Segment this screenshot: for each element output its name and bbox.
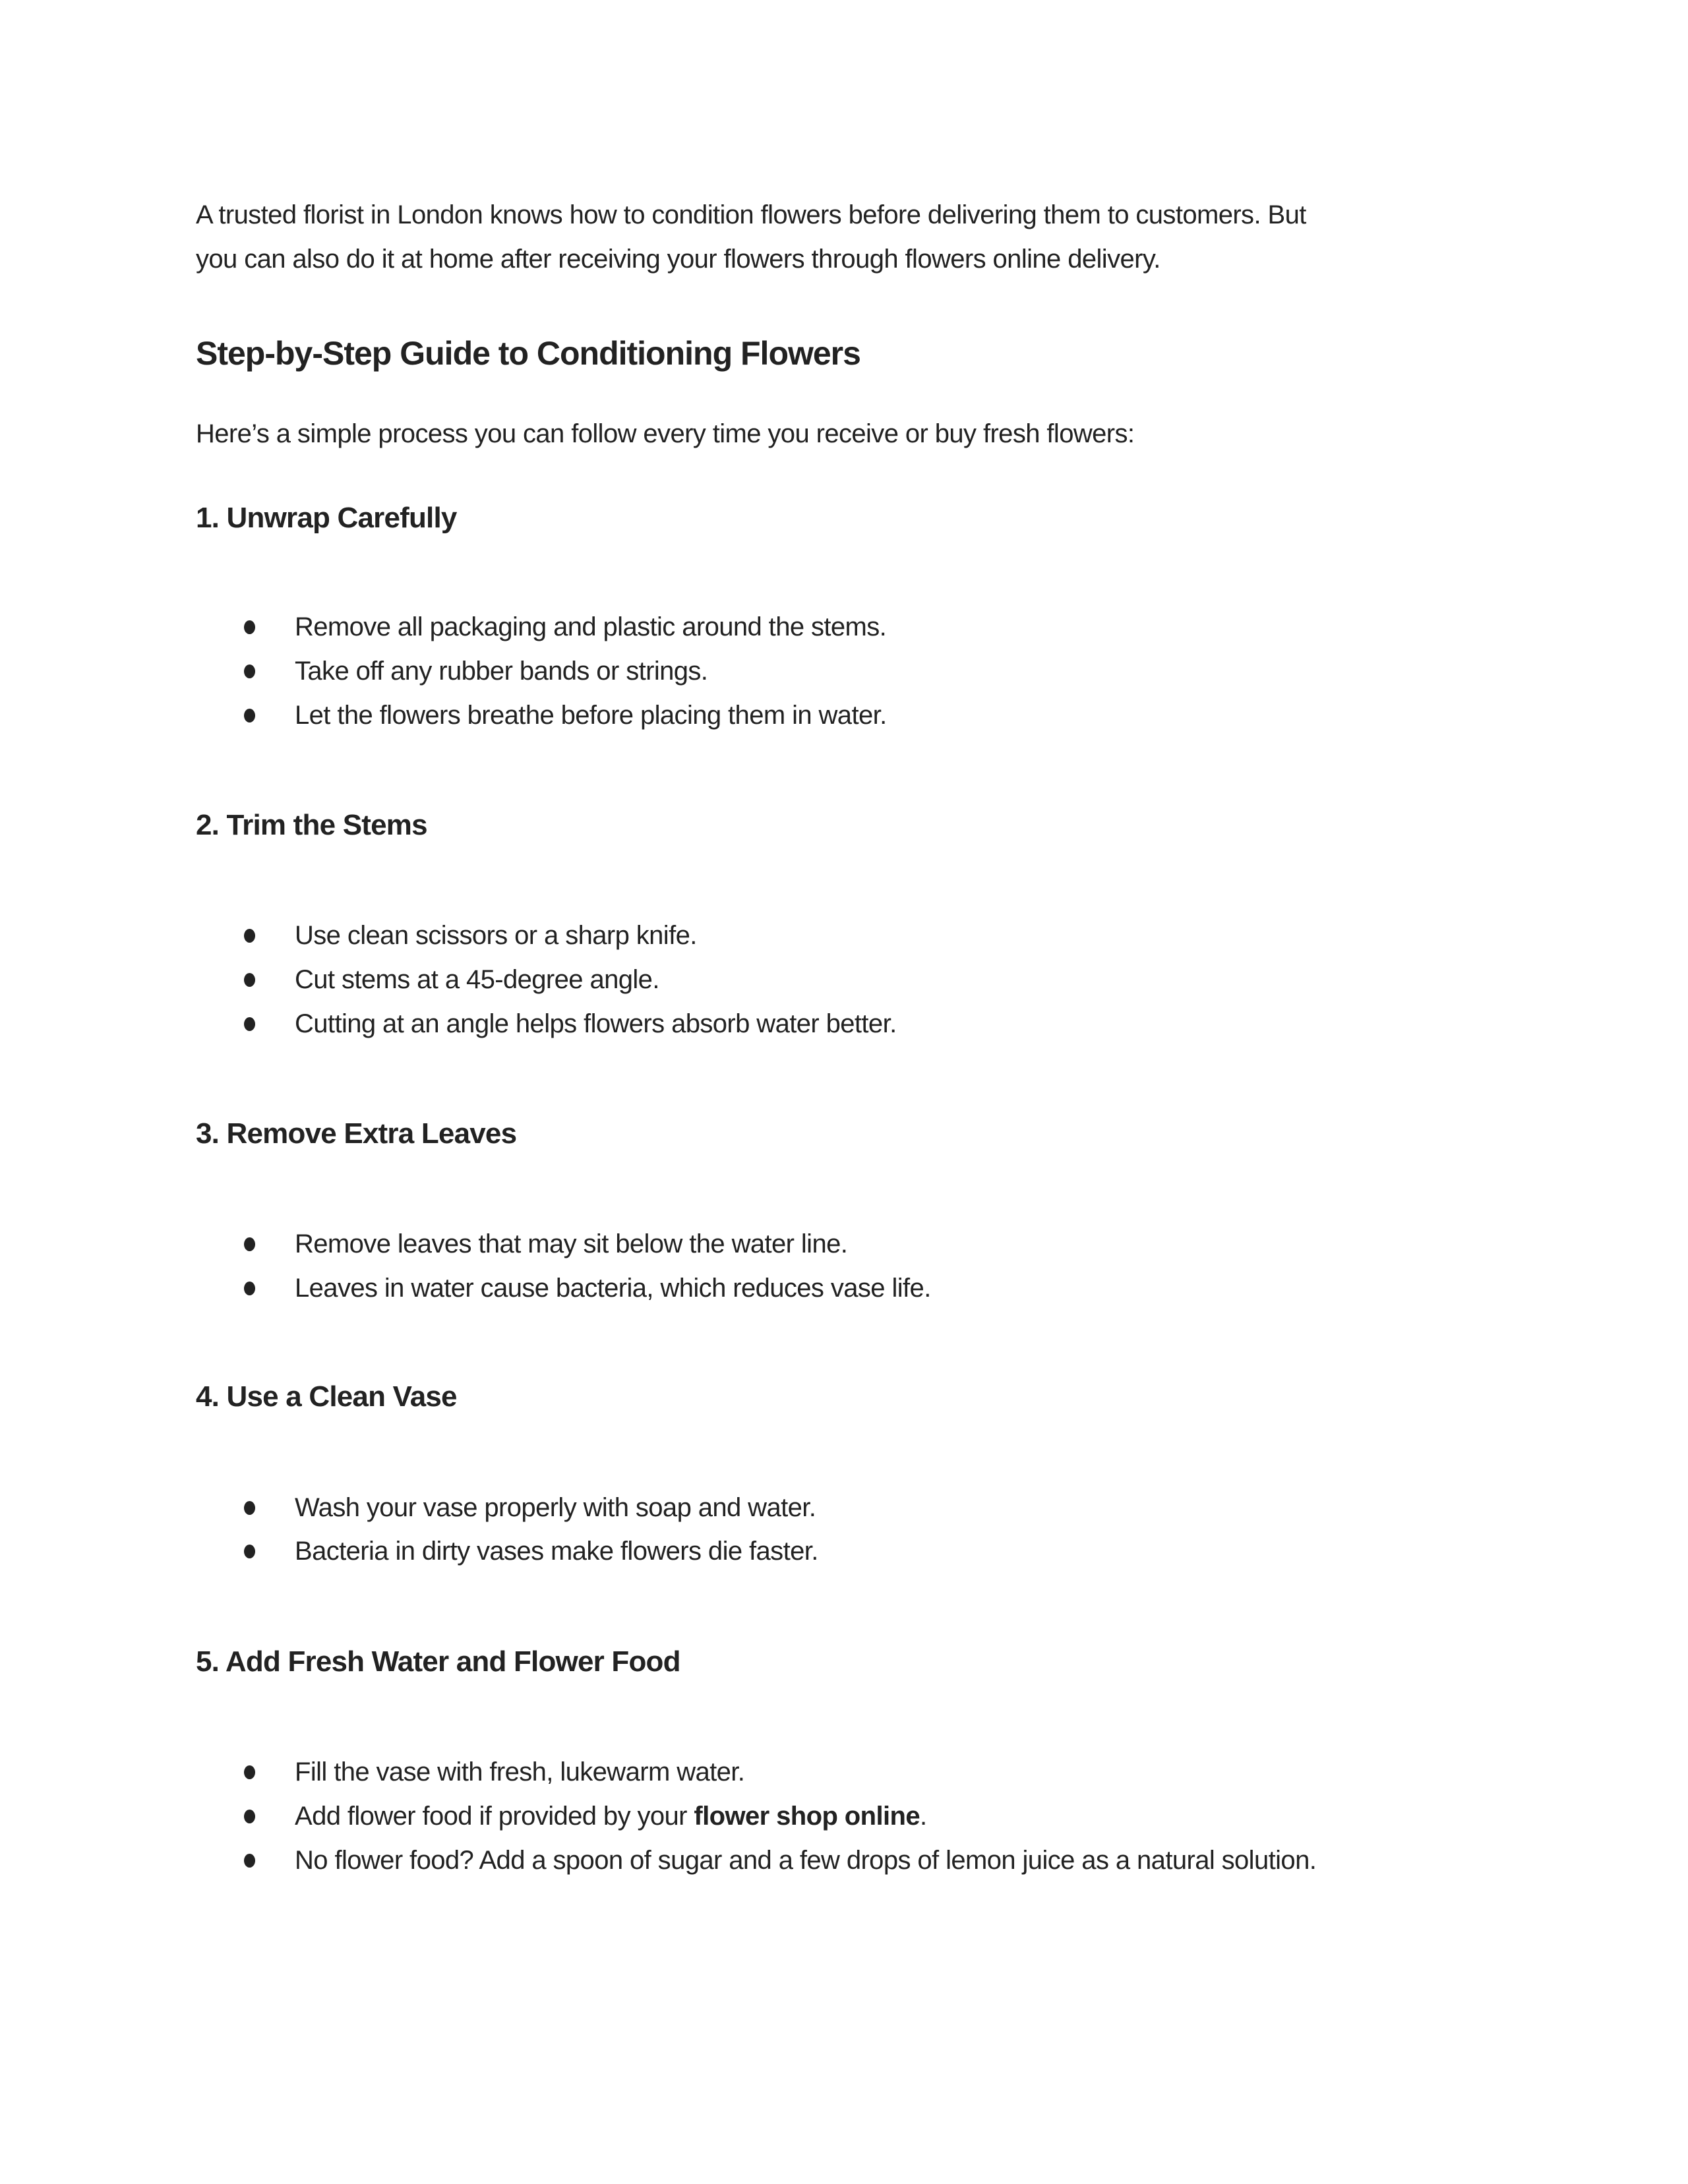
bullet-icon — [244, 1282, 255, 1295]
bullet-icon — [244, 1017, 255, 1031]
bullet-icon — [244, 620, 255, 634]
list-item: Let the flowers breathe before placing them in water. — [244, 694, 887, 738]
list-item: Leaves in water cause bacteria, which reduces vase life. — [244, 1266, 931, 1311]
list-item: Take off any rubber bands or strings. — [244, 649, 708, 694]
step-1-heading: 1. Unwrap Carefully — [196, 502, 457, 534]
bullet-icon — [244, 973, 255, 987]
list-item: Remove all packaging and plastic around the stems. — [244, 605, 886, 649]
step-5-heading: 5. Add Fresh Water and Flower Food — [196, 1645, 680, 1678]
flower-shop-online-link[interactable]: flower shop online — [694, 1802, 920, 1831]
bullet-icon — [244, 929, 255, 943]
bullet-icon — [244, 1810, 255, 1823]
step-4-heading: 4. Use a Clean Vase — [196, 1380, 457, 1413]
list-item: Cut stems at a 45-degree angle. — [244, 958, 659, 1002]
list-item: Cutting at an angle helps flowers absorb water better. — [244, 1002, 897, 1046]
intro-paragraph-line-1: A trusted florist in London knows how to condition flowers before delivering them to customers. But — [196, 200, 1306, 229]
bullet-icon — [244, 1545, 255, 1558]
bullet-icon — [244, 1765, 255, 1779]
bullet-icon — [244, 1237, 255, 1251]
list-item: No flower food? Add a spoon of sugar and a few drops of lemon juice as a natural solution. — [244, 1839, 1316, 1883]
step-3-heading: 3. Remove Extra Leaves — [196, 1117, 517, 1150]
bullet-icon — [244, 1501, 255, 1515]
guide-heading: Step-by-Step Guide to Conditioning Flowers — [196, 335, 860, 372]
list-item: Bacteria in dirty vases make flowers die faster. — [244, 1529, 818, 1574]
bullet-icon — [244, 664, 255, 678]
list-item: Add flower food if provided by your flower shop online. — [244, 1794, 926, 1839]
list-item: Remove leaves that may sit below the water line. — [244, 1222, 847, 1266]
list-item: Fill the vase with fresh, lukewarm water. — [244, 1750, 744, 1794]
guide-intro: Here’s a simple process you can follow every time you receive or buy fresh flowers: — [196, 419, 1135, 448]
list-item: Use clean scissors or a sharp knife. — [244, 914, 697, 958]
intro-paragraph-line-2: you can also do it at home after receiving your flowers through flowers online delivery. — [196, 245, 1160, 274]
step-2-heading: 2. Trim the Stems — [196, 809, 427, 841]
list-item: Wash your vase properly with soap and water. — [244, 1486, 816, 1530]
bullet-icon — [244, 1854, 255, 1868]
bullet-icon — [244, 709, 255, 723]
